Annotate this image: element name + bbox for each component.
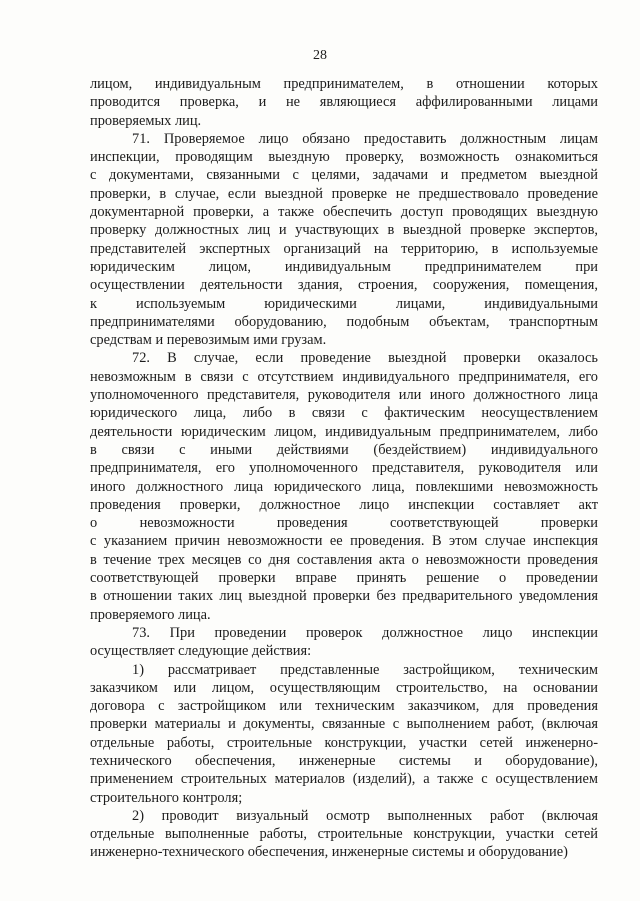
paragraph-73	[90, 624, 598, 661]
text-line: средствам и перевозимым ими грузам.	[90, 332, 327, 349]
body-text	[90, 75, 598, 862]
text-line: проверки материалы и документы, связанные с выполнением работ, (включая	[90, 716, 598, 733]
text-line: в связи с иными действиями (бездействием) индивидуального	[90, 441, 598, 458]
text-line: применением строительных материалов (изделий), а также с осуществлением	[90, 771, 598, 788]
text-line: 72. В случае, если проведение выездной проверки оказалось	[132, 350, 598, 367]
text-line: строительного контроля;	[90, 789, 243, 806]
text-line: в течение трех месяцев со дня составления акта о невозможности проведения	[90, 551, 598, 568]
text-line: невозможным в связи с отсутствием индивидуального предпринимателя, его	[90, 368, 598, 385]
text-line: о невозможности проведения соответствующей проверки	[90, 515, 598, 532]
text-line: документарной проверки, а также обеспечить доступ проводящих выездную	[90, 204, 598, 221]
text-line: отдельные работы, строительные конструкции, участки сетей инженерно-	[90, 734, 598, 751]
text-line: осуществлении деятельности здания, строения, сооружения, помещения,	[90, 277, 598, 294]
text-line: 1) рассматривает представленные застройщиком, техническим	[132, 661, 598, 678]
text-line: проверку должностных лиц и участвующих в выездной проверке экспертов,	[90, 222, 598, 239]
page-number: 28	[313, 48, 327, 63]
text-line: с указанием причин невозможности ее проведения. В этом случае инспекция	[90, 533, 598, 550]
text-line: инженерно-технического обеспечения, инженерные системы и оборудование)	[90, 844, 568, 861]
text-line: осуществляет следующие действия:	[90, 643, 312, 660]
text-line: к используемым юридическими лицами, индивидуальными	[90, 295, 598, 312]
text-line: заказчиком или лицом, осуществляющим строительство, на основании	[90, 679, 598, 696]
text-line: отдельные выполненные работы, строительные конструкции, участки сетей	[90, 826, 598, 843]
text-line: лицом, индивидуальным предпринимателем, в отношении которых	[90, 76, 598, 92]
text-line: 71. Проверяемое лицо обязано предоставить должностным лицам	[132, 130, 598, 147]
text-line: инспекции, проводящим выездную проверку, возможность ознакомиться	[90, 149, 598, 166]
paragraph-73-2	[90, 807, 598, 862]
text-line: проверки, в случае, если выездной проверке не предшествовало проведение	[90, 185, 598, 202]
text-line: договора с застройщиком или техническим заказчиком, для проведения	[90, 698, 598, 715]
text-line: соответствующей проверки вправе принять решение о проведении	[90, 570, 598, 587]
paragraph-71	[90, 130, 598, 350]
paragraph-73-1	[90, 661, 598, 807]
text-line: проводится проверка, и не являющиеся аффилированными лицами	[90, 94, 598, 111]
text-line: представителей экспертных организаций на территорию, в используемые	[90, 240, 598, 257]
text-line: 2) проводит визуальный осмотр выполненных работ (включая	[132, 807, 598, 824]
text-line: технического обеспечения, инженерные системы и оборудование),	[90, 752, 598, 769]
text-line: 73. При проведении проверок должностное лицо инспекции	[132, 624, 598, 641]
text-line: в отношении таких лиц выездной проверки без предварительного уведомления	[90, 588, 598, 605]
text-line: проверяемых лиц.	[90, 112, 202, 129]
text-line: юридическим лицом, индивидуальным предпринимателем при	[90, 258, 598, 275]
paragraph-continuation	[90, 75, 598, 130]
text-line: с документами, связанными с целями, задачами и предметом выездной	[90, 167, 598, 184]
text-line: деятельности юридическим лицом, индивидуальным предпринимателем, либо	[90, 423, 598, 440]
text-line: проведения проверки, должностное лицо инспекции составляет акт	[90, 496, 598, 513]
text-line: предпринимателя, его уполномоченного представителя, руководителя или	[90, 460, 598, 477]
text-line: предпринимателями оборудованию, подобным объектам, транспортным	[90, 313, 598, 330]
text-line: уполномоченного представителя, руководителя или иного должностного лица	[90, 387, 598, 404]
paragraph-72	[90, 349, 598, 623]
text-line: проверяемого лица.	[90, 606, 211, 623]
text-line: юридического лица, либо в связи с фактическим неосуществлением	[90, 405, 598, 422]
text-line: иного должностного лица юридического лица, повлекшими невозможность	[90, 478, 598, 495]
